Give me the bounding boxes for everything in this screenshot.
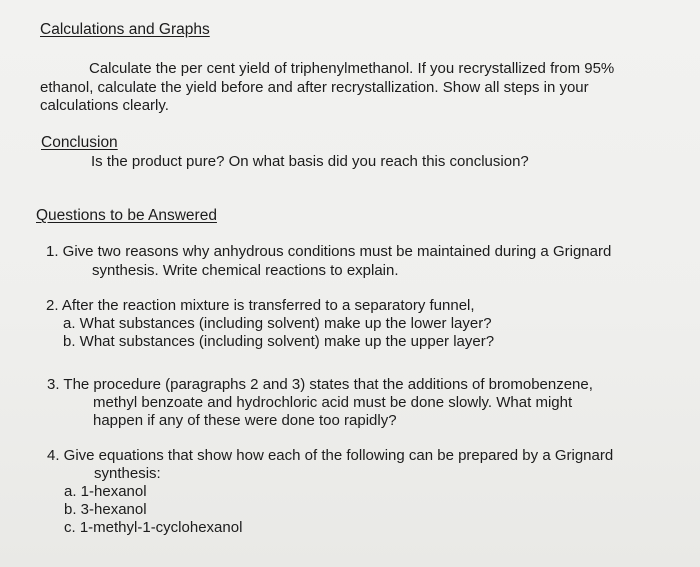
question-4-c: c. 1-methyl-1-cyclohexanol (64, 519, 243, 536)
question-4-a: a. 1-hexanol (64, 483, 147, 500)
question-2-line1: 2. After the reaction mixture is transferred to a separatory funnel, (46, 297, 475, 314)
question-2-b: b. What substances (including solvent) make up the upper layer? (63, 333, 495, 350)
question-1-line2: synthesis. Write chemical reactions to explain. (92, 262, 399, 279)
question-4-line2: synthesis: (94, 465, 161, 482)
calculations-text-line3: calculations clearly. (40, 97, 169, 114)
calculations-heading: Calculations and Graphs (40, 21, 210, 38)
calculations-text-line1: Calculate the per cent yield of triphenylmethanol. If you recrystallized from 95% (89, 60, 615, 77)
question-1-line1: 1. Give two reasons why anhydrous conditions must be maintained during a Grignard (46, 243, 612, 260)
question-3-line2: methyl benzoate and hydrochloric acid must be done slowly. What might (93, 394, 573, 411)
question-4-b: b. 3-hexanol (64, 501, 147, 518)
question-2-a: a. What substances (including solvent) make up the lower layer? (63, 315, 492, 332)
question-3-line3: happen if any of these were done too rapidly? (93, 412, 397, 429)
question-3-line1: 3. The procedure (paragraphs 2 and 3) states that the additions of bromobenzene, (47, 376, 593, 393)
conclusion-text: Is the product pure? On what basis did you reach this conclusion? (91, 153, 529, 170)
calculations-text-line2: ethanol, calculate the yield before and after recrystallization. Show all steps in your (40, 79, 589, 96)
questions-heading: Questions to be Answered (36, 207, 217, 224)
question-4-line1: 4. Give equations that show how each of the following can be prepared by a Grignard (47, 447, 614, 464)
conclusion-heading: Conclusion (41, 134, 118, 151)
